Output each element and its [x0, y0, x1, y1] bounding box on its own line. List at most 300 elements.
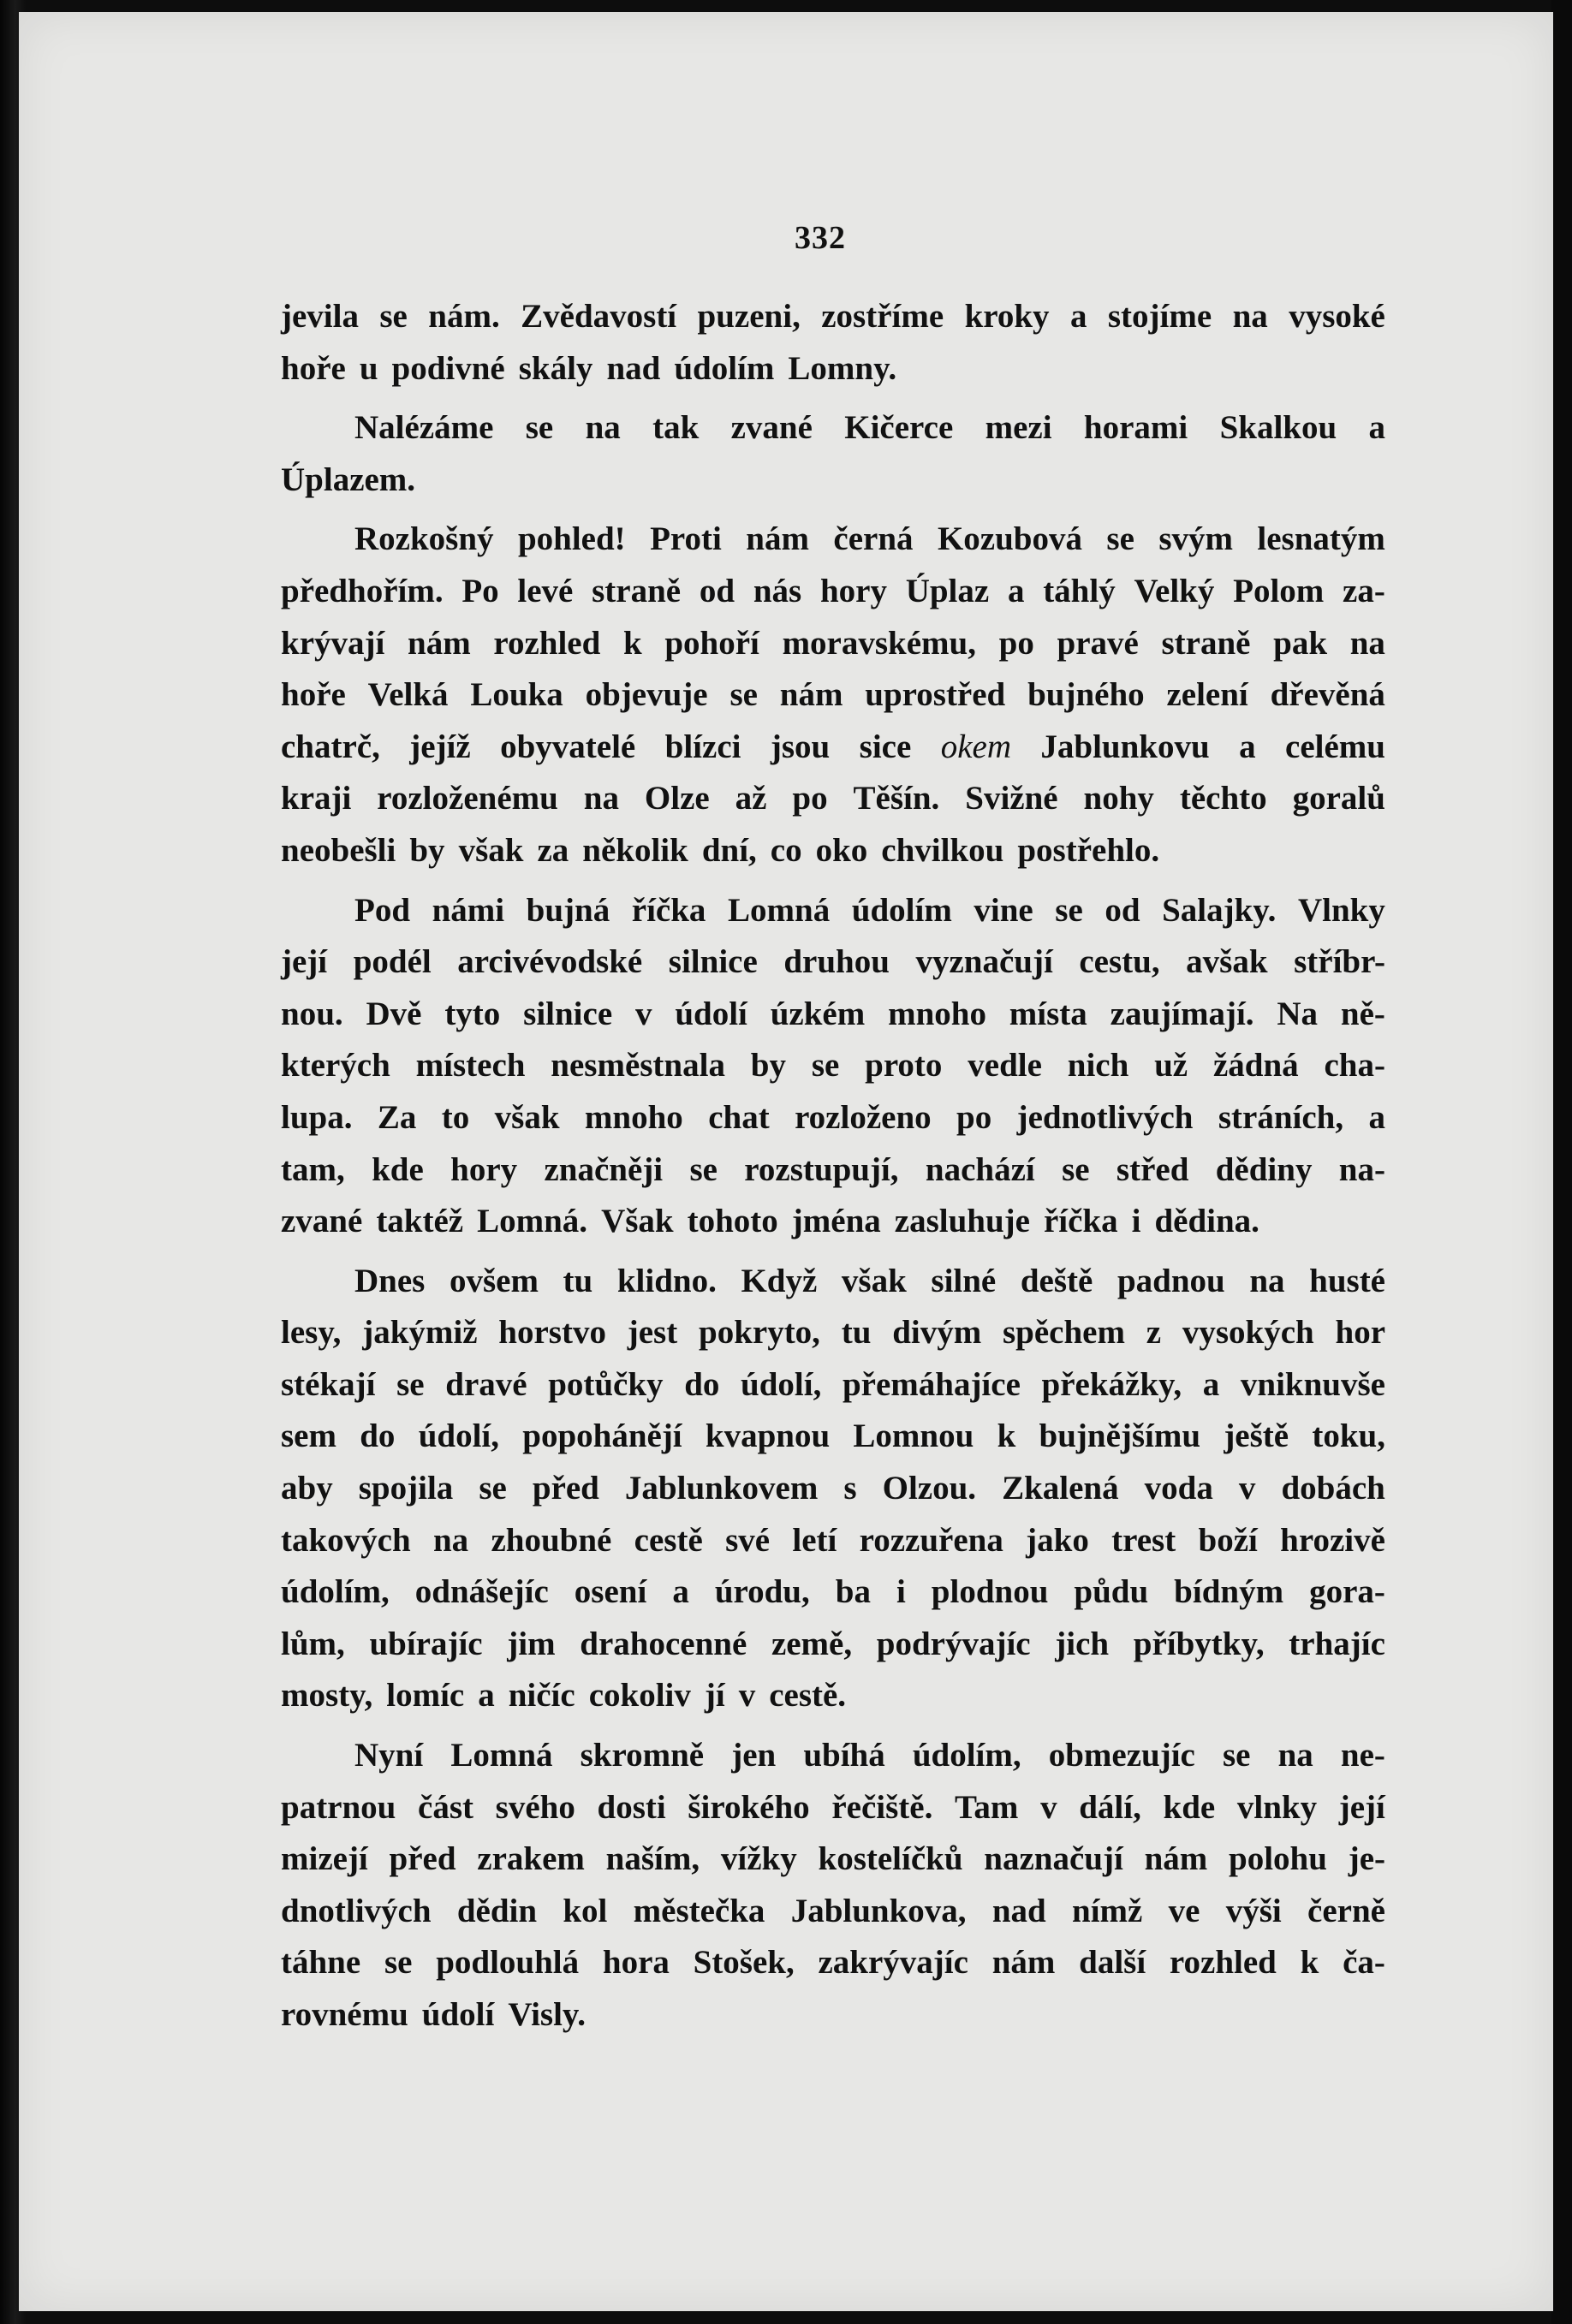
text-line	[281, 1196, 1385, 1248]
word: jména	[791, 1203, 881, 1240]
text-line	[281, 291, 1385, 343]
word: druhou	[783, 943, 890, 981]
word: rozzuřena	[859, 1521, 1003, 1559]
word: Pod	[354, 891, 411, 929]
word: mnoho	[584, 1098, 683, 1136]
word: po	[792, 780, 828, 817]
word: rozloženo	[795, 1098, 932, 1136]
word: pravé	[1057, 624, 1139, 662]
word: ča-	[1343, 1944, 1385, 1982]
word: černě	[1307, 1892, 1385, 1929]
word: po	[998, 624, 1034, 662]
word: se	[811, 1047, 840, 1085]
word: lům,	[281, 1625, 345, 1662]
word: jim	[507, 1625, 556, 1662]
word: rozstupují,	[744, 1150, 899, 1188]
word: co	[770, 831, 802, 869]
word: od	[1105, 891, 1140, 929]
word: Zkalená	[1002, 1470, 1119, 1507]
word: postřehlo.	[1017, 831, 1160, 869]
word: hoře	[281, 349, 346, 387]
text-line	[281, 722, 1385, 774]
word: však	[494, 1098, 560, 1136]
word: Nyní	[354, 1737, 424, 1774]
word: úrodu,	[714, 1573, 810, 1611]
word: letí	[792, 1521, 837, 1559]
word: kostelíčků	[818, 1840, 963, 1878]
word: údolím,	[281, 1573, 390, 1611]
word: půdu	[1074, 1573, 1149, 1611]
word: stékají	[281, 1365, 376, 1403]
word: nachází	[925, 1150, 1035, 1188]
word: námi	[432, 891, 505, 929]
word: neobešli	[281, 831, 396, 869]
word: Za	[377, 1098, 417, 1136]
word: Když	[741, 1262, 818, 1299]
word: její	[1338, 1788, 1385, 1826]
word: bídným	[1174, 1573, 1284, 1611]
text-line	[281, 514, 1385, 566]
word: spěchem	[1002, 1314, 1125, 1352]
word: její	[281, 943, 328, 981]
word: na	[432, 1521, 469, 1559]
page-number: 332	[795, 220, 846, 256]
word: na	[583, 780, 619, 817]
word: aby	[281, 1470, 333, 1507]
word: značněji	[544, 1150, 664, 1188]
word: dnotlivých	[281, 1892, 432, 1929]
word: země,	[771, 1625, 853, 1662]
word: těchto	[1179, 780, 1267, 817]
word: puzeni,	[697, 298, 801, 335]
word: vížky	[720, 1840, 797, 1878]
word: jsou	[770, 728, 831, 765]
word: údolím,	[912, 1737, 1021, 1774]
word: kde	[372, 1150, 424, 1188]
word: do	[684, 1365, 720, 1403]
word: plodnou	[931, 1573, 1049, 1611]
word: do	[360, 1418, 396, 1455]
word: straně	[592, 572, 682, 609]
word: by	[750, 1047, 786, 1085]
word: divým	[892, 1314, 982, 1352]
word: v	[738, 1677, 756, 1715]
word: dědiny	[1215, 1150, 1313, 1188]
word: k	[622, 624, 642, 662]
word: se	[689, 1150, 718, 1188]
word: pokryto,	[699, 1314, 820, 1352]
word: ubíhá	[803, 1737, 885, 1774]
word: na	[1232, 298, 1268, 335]
word: silnice	[523, 995, 613, 1032]
word: klidno.	[616, 1262, 717, 1299]
word: hrozivě	[1280, 1521, 1385, 1559]
word: Těšín.	[853, 780, 940, 817]
word: za-	[1343, 572, 1385, 609]
word: zvané	[281, 1203, 363, 1240]
word: stříbr-	[1294, 943, 1385, 981]
word: dravé	[445, 1365, 527, 1403]
word: vine	[974, 891, 1033, 929]
word: krývají	[281, 624, 385, 662]
word: hory	[450, 1150, 518, 1188]
text-line	[281, 1092, 1385, 1144]
word: na	[1349, 624, 1385, 662]
word: žádná	[1212, 1047, 1299, 1085]
page-text	[281, 291, 1385, 2042]
word: rozhled	[1169, 1944, 1277, 1982]
word: Na	[1277, 995, 1319, 1032]
word: uprostřed	[865, 676, 1006, 714]
word: hory	[819, 572, 887, 609]
word: a	[672, 1573, 689, 1611]
word: pohled!	[517, 520, 626, 558]
word: příbytky,	[1133, 1625, 1265, 1662]
word: zasluhuje	[894, 1203, 1030, 1240]
word: cokoliv	[588, 1677, 691, 1715]
text-line	[281, 1834, 1385, 1886]
word: Velký	[1134, 572, 1215, 609]
word: místa	[1009, 995, 1087, 1032]
word: podrývajíc	[876, 1625, 1031, 1662]
word: na	[585, 409, 621, 447]
word: lomíc	[386, 1677, 465, 1715]
word: dálí,	[1079, 1788, 1141, 1826]
word: však	[458, 831, 524, 869]
word: Lomny.	[788, 349, 897, 387]
scan-right-edge	[1551, 0, 1572, 2324]
word: po	[956, 1098, 992, 1136]
word: nesměstnala	[551, 1047, 725, 1085]
word: trhajíc	[1289, 1625, 1385, 1662]
word: naznačují	[984, 1840, 1123, 1878]
word: a	[478, 1677, 495, 1715]
word: další	[1079, 1944, 1146, 1982]
word: jednotlivých	[1016, 1098, 1194, 1136]
word: v	[1238, 1470, 1256, 1507]
word: to	[441, 1098, 470, 1136]
word: řečiště.	[831, 1788, 933, 1826]
word: sice	[859, 728, 912, 765]
text-line	[281, 669, 1385, 722]
word: ba	[835, 1573, 871, 1611]
word: mizejí	[281, 1840, 368, 1878]
word: říčka	[1043, 1203, 1118, 1240]
text-line	[281, 1307, 1385, 1359]
text-line	[281, 566, 1385, 618]
word: cha-	[1324, 1047, 1385, 1085]
text-line	[281, 936, 1385, 989]
word: tohoto	[687, 1203, 778, 1240]
word: voda	[1144, 1470, 1213, 1507]
word: by	[409, 831, 445, 869]
word: jen	[731, 1737, 777, 1774]
word: goralů	[1292, 780, 1385, 817]
word: chvilkou	[881, 831, 1004, 869]
word: silnice	[668, 943, 758, 981]
word: bujná	[526, 891, 610, 929]
word: arcivévodské	[457, 943, 643, 981]
text-line	[281, 1256, 1385, 1308]
word: nám	[1144, 1840, 1208, 1878]
paragraph-5	[281, 1256, 1385, 1722]
word: nich	[1067, 1047, 1129, 1085]
word: tyto	[444, 995, 501, 1032]
word: hora	[602, 1944, 670, 1982]
word: nímž	[1072, 1892, 1143, 1929]
word: několik	[582, 831, 688, 869]
text-line	[281, 1040, 1385, 1092]
word: jest	[627, 1314, 678, 1352]
word: kde	[1163, 1788, 1216, 1826]
word: Kozubová	[937, 520, 1082, 558]
word: Úplazem.	[281, 461, 416, 498]
word: Rozkošný	[354, 520, 494, 558]
word: až	[735, 780, 767, 817]
word: pohoří	[664, 624, 759, 662]
word: tu	[563, 1262, 593, 1299]
word: jich	[1055, 1625, 1110, 1662]
word: Lomnou	[853, 1418, 974, 1455]
word: moravskému,	[782, 624, 976, 662]
word: překážky,	[1041, 1365, 1182, 1403]
word: polohu	[1229, 1840, 1327, 1878]
word: černá	[833, 520, 914, 558]
word: se	[396, 1365, 425, 1403]
word: hor	[1335, 1314, 1385, 1352]
word: podlouhlá	[436, 1944, 580, 1982]
word: střed	[1116, 1150, 1189, 1188]
text-line	[281, 455, 1385, 507]
word: výši	[1225, 1892, 1282, 1929]
word: Stošek,	[693, 1944, 795, 1982]
word: k	[997, 1418, 1016, 1455]
word: Skalkou	[1219, 409, 1337, 447]
word: zelení	[1166, 676, 1248, 714]
word: okem	[940, 728, 1011, 765]
word: horstvo	[498, 1314, 606, 1352]
word: vedle	[968, 1047, 1042, 1085]
word: a	[1202, 1365, 1220, 1403]
word: před	[389, 1840, 456, 1878]
word: kroky	[964, 298, 1050, 335]
word: patrnou	[281, 1788, 396, 1826]
word: Dvě	[366, 995, 422, 1032]
text-line	[281, 1463, 1385, 1515]
word: bujného	[1027, 676, 1145, 714]
word: deště	[1020, 1262, 1093, 1299]
text-line	[281, 773, 1385, 825]
word: lesnatým	[1257, 520, 1385, 558]
paragraph-4	[281, 885, 1385, 1248]
word: potůčky	[548, 1365, 664, 1403]
paragraph-6	[281, 1730, 1385, 2042]
word: údolí	[675, 995, 747, 1032]
word: blízci	[664, 728, 741, 765]
word: kterých	[281, 1047, 390, 1085]
word: zostříme	[821, 298, 944, 335]
word: silné	[931, 1262, 997, 1299]
word: husté	[1309, 1262, 1385, 1299]
word: Jablunkovem	[624, 1470, 819, 1507]
word: jako	[1026, 1521, 1089, 1559]
word: drahocenné	[580, 1625, 747, 1662]
word: v	[634, 995, 652, 1032]
word: spojila	[358, 1470, 454, 1507]
word: podél	[353, 943, 432, 981]
paragraph-1	[281, 291, 1385, 395]
word: Jablunkova,	[790, 1892, 967, 1929]
word: dobách	[1281, 1470, 1385, 1507]
word: Však	[601, 1203, 674, 1240]
word: proto	[865, 1047, 943, 1085]
word: a	[1368, 1098, 1385, 1136]
text-line	[281, 1515, 1385, 1567]
word: jejíž	[409, 728, 471, 765]
word: Olzou.	[882, 1470, 977, 1507]
word: údolím	[851, 891, 952, 929]
word: však	[841, 1262, 907, 1299]
paragraph-3	[281, 514, 1385, 877]
word: nám	[746, 520, 809, 558]
word: padnou	[1116, 1262, 1225, 1299]
word: už	[1154, 1047, 1188, 1085]
word: místech	[415, 1047, 526, 1085]
word: ubírajíc	[369, 1625, 483, 1662]
word: svým	[1158, 520, 1233, 558]
word: sem	[281, 1418, 336, 1455]
word: nám.	[428, 298, 500, 335]
word: chat	[708, 1098, 770, 1136]
word: v	[1040, 1788, 1057, 1826]
word: zaujímají.	[1110, 995, 1254, 1032]
word: Salajky.	[1162, 891, 1277, 929]
text-line	[281, 1989, 1385, 2042]
text-line	[281, 1937, 1385, 1989]
word: tam,	[281, 1150, 345, 1188]
word: dosti	[597, 1788, 666, 1826]
word: celému	[1285, 728, 1385, 765]
word: mosty,	[281, 1677, 373, 1715]
word: se	[729, 676, 758, 714]
word: svého	[495, 1788, 575, 1826]
word: Kičerce	[844, 409, 954, 447]
word: se	[1055, 891, 1083, 929]
word: před	[532, 1470, 599, 1507]
text-line	[281, 1411, 1385, 1463]
word: ne-	[1340, 1737, 1385, 1774]
word: nou.	[281, 995, 343, 1032]
word: na	[1277, 1737, 1313, 1774]
word: se	[1062, 1150, 1090, 1188]
text-line	[281, 402, 1385, 455]
text-line	[281, 343, 1385, 395]
word: táhlý	[1043, 572, 1116, 609]
word: ničíc	[508, 1677, 575, 1715]
word: podivné	[391, 349, 505, 387]
word: ve	[1168, 1892, 1200, 1929]
word: říčka	[631, 891, 706, 929]
word: cestě.	[769, 1677, 847, 1715]
word: Velká	[367, 676, 449, 714]
word: Zvědavostí	[521, 298, 677, 335]
word: nás	[753, 572, 802, 609]
text-line	[281, 825, 1385, 877]
word: ně-	[1340, 995, 1385, 1032]
word: k	[1300, 1944, 1319, 1982]
word: pak	[1273, 624, 1328, 662]
word: na-	[1338, 1150, 1385, 1188]
word: vysokých	[1182, 1314, 1314, 1352]
word: objevuje	[585, 676, 708, 714]
word: vysoké	[1289, 298, 1385, 335]
word: Nalézáme	[354, 409, 494, 447]
word: hoře	[281, 676, 346, 714]
word: městečka	[633, 1892, 765, 1929]
word: horami	[1083, 409, 1188, 447]
word: vniknuvše	[1240, 1365, 1385, 1403]
word: předhořím.	[281, 572, 444, 609]
word: kraji	[281, 780, 352, 817]
word: trest	[1111, 1521, 1176, 1559]
word: cestu,	[1079, 943, 1160, 981]
word: avšak	[1186, 943, 1268, 981]
word: Jablunkovu	[1040, 728, 1210, 765]
word: kol	[563, 1892, 608, 1929]
word: Lomná	[728, 891, 831, 929]
word: tu	[841, 1314, 872, 1352]
text-line	[281, 1359, 1385, 1412]
word: se	[379, 298, 408, 335]
word: dědina.	[1154, 1203, 1259, 1240]
text-line	[281, 1670, 1385, 1722]
word: a	[1239, 728, 1256, 765]
word: gora-	[1309, 1573, 1385, 1611]
word: osení	[574, 1573, 647, 1611]
word: údolí,	[741, 1365, 822, 1403]
word: Olze	[644, 780, 710, 817]
word: mezi	[985, 409, 1052, 447]
word: zhoubné	[491, 1521, 612, 1559]
word: kvapnou	[705, 1418, 831, 1455]
word: rozhled	[493, 624, 601, 662]
word: levé	[517, 572, 574, 609]
text-line	[281, 989, 1385, 1041]
word: úzkém	[770, 995, 866, 1032]
word: Louka	[470, 676, 563, 714]
word: se	[525, 409, 554, 447]
word: toku,	[1312, 1418, 1385, 1455]
word: z	[1146, 1314, 1162, 1352]
word: rozloženému	[377, 780, 558, 817]
word: mnoho	[888, 995, 986, 1032]
word: Dnes	[354, 1262, 426, 1299]
word: lupa.	[281, 1098, 353, 1136]
word: u	[359, 349, 378, 387]
word: stráních,	[1218, 1098, 1344, 1136]
word: nám	[779, 676, 843, 714]
word: nad	[606, 349, 661, 387]
word: i	[1131, 1203, 1141, 1240]
word: se	[1222, 1737, 1251, 1774]
word: ještě	[1224, 1418, 1289, 1455]
word: cestě	[634, 1521, 703, 1559]
word: Lomná.	[477, 1203, 588, 1240]
word: se	[479, 1470, 507, 1507]
word: nám	[991, 1944, 1056, 1982]
paragraph-2	[281, 402, 1385, 506]
word: Tam	[955, 1788, 1019, 1826]
